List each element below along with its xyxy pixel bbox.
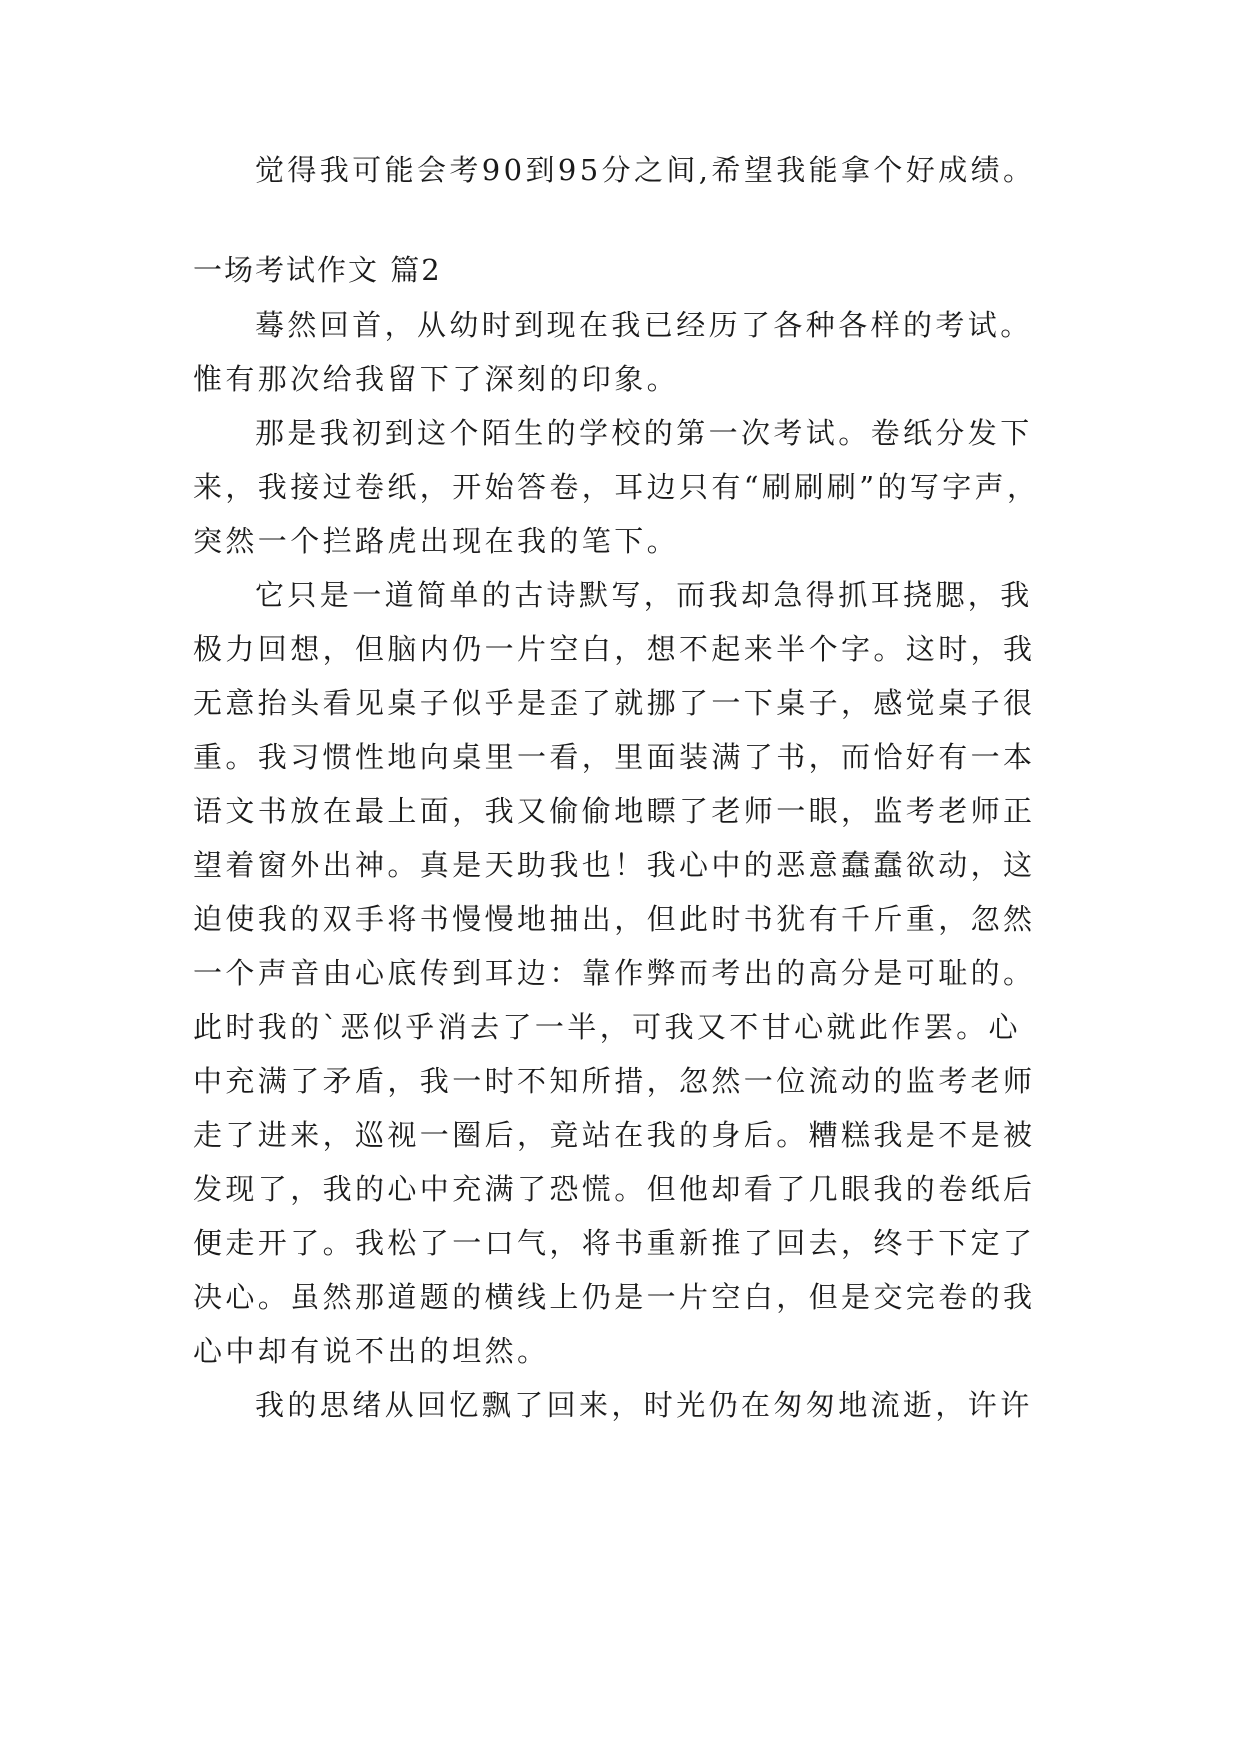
paragraph-line: 我的思绪从回忆飘了回来，时光仍在匆匆地流逝，许许: [255, 1388, 1033, 1422]
paragraph-line: 心中却有说不出的坦然。: [193, 1334, 550, 1368]
paragraph-line: 迫使我的双手将书慢慢地抽出，但此时书犹有千斤重，忽然: [193, 902, 1036, 936]
paragraph-line: 无意抬头看见桌子似乎是歪了就挪了一下桌子，感觉桌子很: [193, 686, 1036, 720]
paragraph-line: 一个声音由心底传到耳边：靠作弊而考出的高分是可耻的。: [193, 956, 1036, 990]
carryover-line: 觉得我可能会考90到95分之间,希望我能拿个好成绩。: [255, 153, 1036, 187]
paragraph-line: 便走开了。我松了一口气，将书重新推了回去，终于下定了: [193, 1226, 1036, 1260]
paragraph-line: 重。我习惯性地向桌里一看，里面装满了书，而恰好有一本: [193, 740, 1036, 774]
paragraph-line: 语文书放在最上面，我又偷偷地瞟了老师一眼，监考老师正: [193, 794, 1036, 828]
paragraph-line: 突然一个拦路虎出现在我的笔下。: [193, 524, 680, 558]
paragraph-line: 蓦然回首，从幼时到现在我已经历了各种各样的考试。: [255, 308, 1033, 342]
section-title: 一场考试作文 篇2: [193, 253, 442, 287]
paragraph-line: 来，我接过卷纸，开始答卷，耳边只有“刷刷刷”的写字声，: [193, 470, 1040, 504]
paragraph-line: 极力回想，但脑内仍一片空白，想不起来半个字。这时，我: [193, 632, 1036, 666]
paragraph-line: 望着窗外出神。真是天助我也！我心中的恶意蠢蠢欲动，这: [193, 848, 1036, 882]
paragraph-line: 那是我初到这个陌生的学校的第一次考试。卷纸分发下: [255, 416, 1033, 450]
paragraph-line: 决心。虽然那道题的横线上仍是一片空白，但是交完卷的我: [193, 1280, 1036, 1314]
paragraph-line: 它只是一道简单的古诗默写，而我却急得抓耳挠腮，我: [255, 578, 1033, 612]
paragraph-line: 走了进来，巡视一圈后，竟站在我的身后。糟糕我是不是被: [193, 1118, 1036, 1152]
paragraph-line: 发现了，我的心中充满了恐慌。但他却看了几眼我的卷纸后: [193, 1172, 1036, 1206]
paragraph-line: 中充满了矛盾，我一时不知所措，忽然一位流动的监考老师: [193, 1064, 1036, 1098]
paragraph-line: 惟有那次给我留下了深刻的印象。: [193, 362, 680, 396]
paragraph-line: 此时我的`恶似乎消去了一半，可我又不甘心就此作罢。心: [193, 1010, 1021, 1044]
